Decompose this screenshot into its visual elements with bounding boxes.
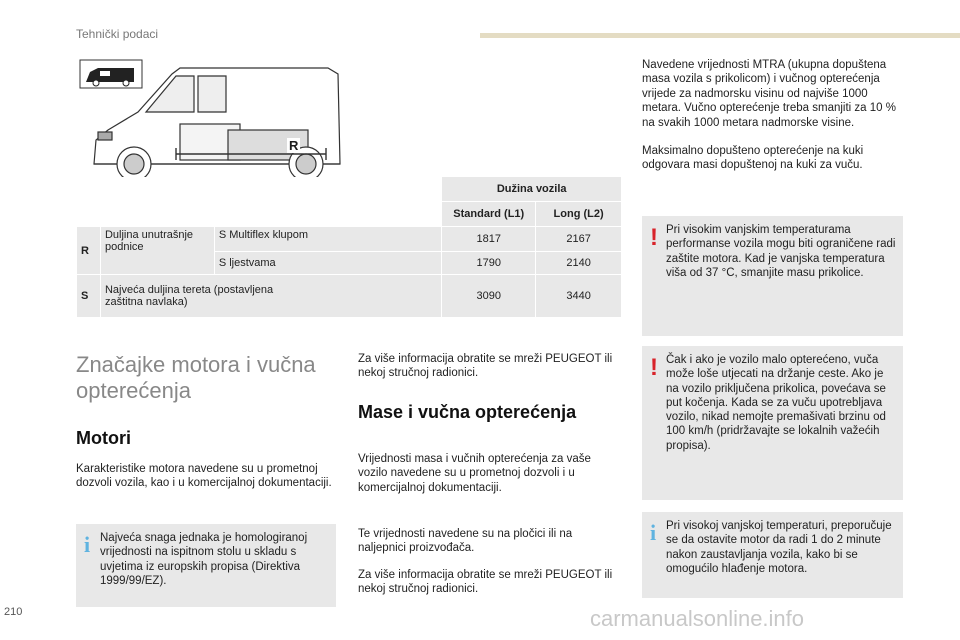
section-title: Značajke motora i vučna opterećenja	[76, 352, 316, 403]
info-text-1: Za više informacija obratite se mreži PEUGEOT ili nekoj stručnoj radionici.	[358, 353, 613, 380]
warning-icon: !	[650, 354, 658, 381]
cell-standard: 3090	[442, 275, 536, 318]
info-text-2: Za više informacija obratite se mreži PEUGEOT ili nekoj stručnoj radionici.	[358, 569, 613, 596]
mase-text-2: Te vrijednosti navedene su na pločici ili na naljepnici proizvođača.	[358, 528, 573, 555]
kuka-text: Maksimalno dopušteno opterećenje na kuki odgovara masi dopuštenoj na kuki za vuču.	[642, 145, 864, 172]
motori-text: Karakteristike motora navedene su u prometnoj dozvoli vozila, kao i u komercijalnoj dokumentaciji.	[76, 463, 332, 490]
mtra-text: Navedene vrijednosti MTRA (ukupna dopuštena masa vozila s prikolicom) i vučnog opterećenja vrijede za nadmorsku visinu od najviše 1000 metara. Vučno opterećenje treba smanjiti za 10 % na svakih 1000 metara nadmorske visine.	[642, 59, 896, 129]
row-desc	[100, 275, 441, 318]
cell-long: 3440	[536, 275, 622, 318]
cell-standard: 1817	[442, 227, 536, 252]
dimension-label-r: R	[289, 138, 299, 153]
row-code: R	[77, 227, 101, 275]
table-row	[77, 275, 622, 318]
table-header-row	[77, 202, 622, 227]
info-icon: i	[84, 532, 91, 557]
warning-note-text: Pri visokim vanjskim temperaturama performanse vozila mogu biti ograničene radi zaštite motora. Kad je vanjska temperatura viša od 37 °C, smanjite masu prikolice.	[666, 224, 896, 279]
col-header-standard: Standard (L1)	[442, 202, 536, 227]
cell-long: 2167	[536, 227, 622, 252]
mase-text-1: Vrijednosti masa i vučnih opterećenja za vaše vozilo navedene su u prometnoj dozvoli i u komercijalnoj dokumentaciji.	[358, 453, 591, 494]
watermark: carmanualsonline.info	[590, 606, 805, 631]
page-header-title: Tehnički podaci	[76, 27, 159, 41]
warning-note-temperature	[642, 216, 903, 336]
col-header-long: Long (L2)	[536, 202, 622, 227]
info-note-text: Najveća snaga jednaka je homologiranoj vrijednosti na ispitnom stolu u skladu s uvjetima iz europskih propisa (Direktiva 1999/99/EZ).	[100, 532, 308, 587]
row-desc-text: Najveća duljina tereta (postavljena zaštitna navlaka)	[104, 284, 274, 308]
vehicle-length-table	[76, 176, 622, 318]
info-note-cooling	[642, 512, 903, 598]
motori-title: Motori	[76, 428, 131, 448]
table-group-header: Dužina vozila	[442, 177, 622, 202]
header-bar	[480, 33, 960, 38]
row-code: S	[77, 275, 101, 318]
table-row	[77, 227, 622, 252]
warning-icon: !	[650, 224, 658, 251]
row-sub: S ljestvama	[214, 252, 442, 275]
row-sub: S Multiflex klupom	[214, 227, 442, 252]
cell-standard: 1790	[442, 252, 536, 275]
warning-note-towing	[642, 346, 903, 500]
info-icon: i	[650, 520, 657, 545]
cell-long: 2140	[536, 252, 622, 275]
info-note-text: Pri visokoj vanjskoj temperaturi, preporučuje se da ostavite motor da radi 1 do 2 minute nakon zaustavljanja vozila, kako bi se omogućilo hlađenje motora.	[666, 520, 892, 575]
van-silhouette-icon	[80, 60, 142, 88]
row-desc: Duljina unutrašnje podnice	[100, 227, 214, 275]
page-number: 210	[4, 606, 23, 618]
mase-title: Mase i vučna opterećenja	[358, 402, 577, 422]
table-header-row	[77, 177, 622, 202]
warning-note-text: Čak i ako je vozilo malo opterećeno, vuča može loše utjecati na držanje ceste. Ako je na vozilo priključena prikolica, povećava se put kočenja. Kada se za vuču upotrebljava vozilo, nikad nemojte premašivati brzinu od 100 km/h (pridržavajte se lokalnih važećih propisa).	[666, 354, 886, 452]
info-note-power	[76, 524, 336, 607]
